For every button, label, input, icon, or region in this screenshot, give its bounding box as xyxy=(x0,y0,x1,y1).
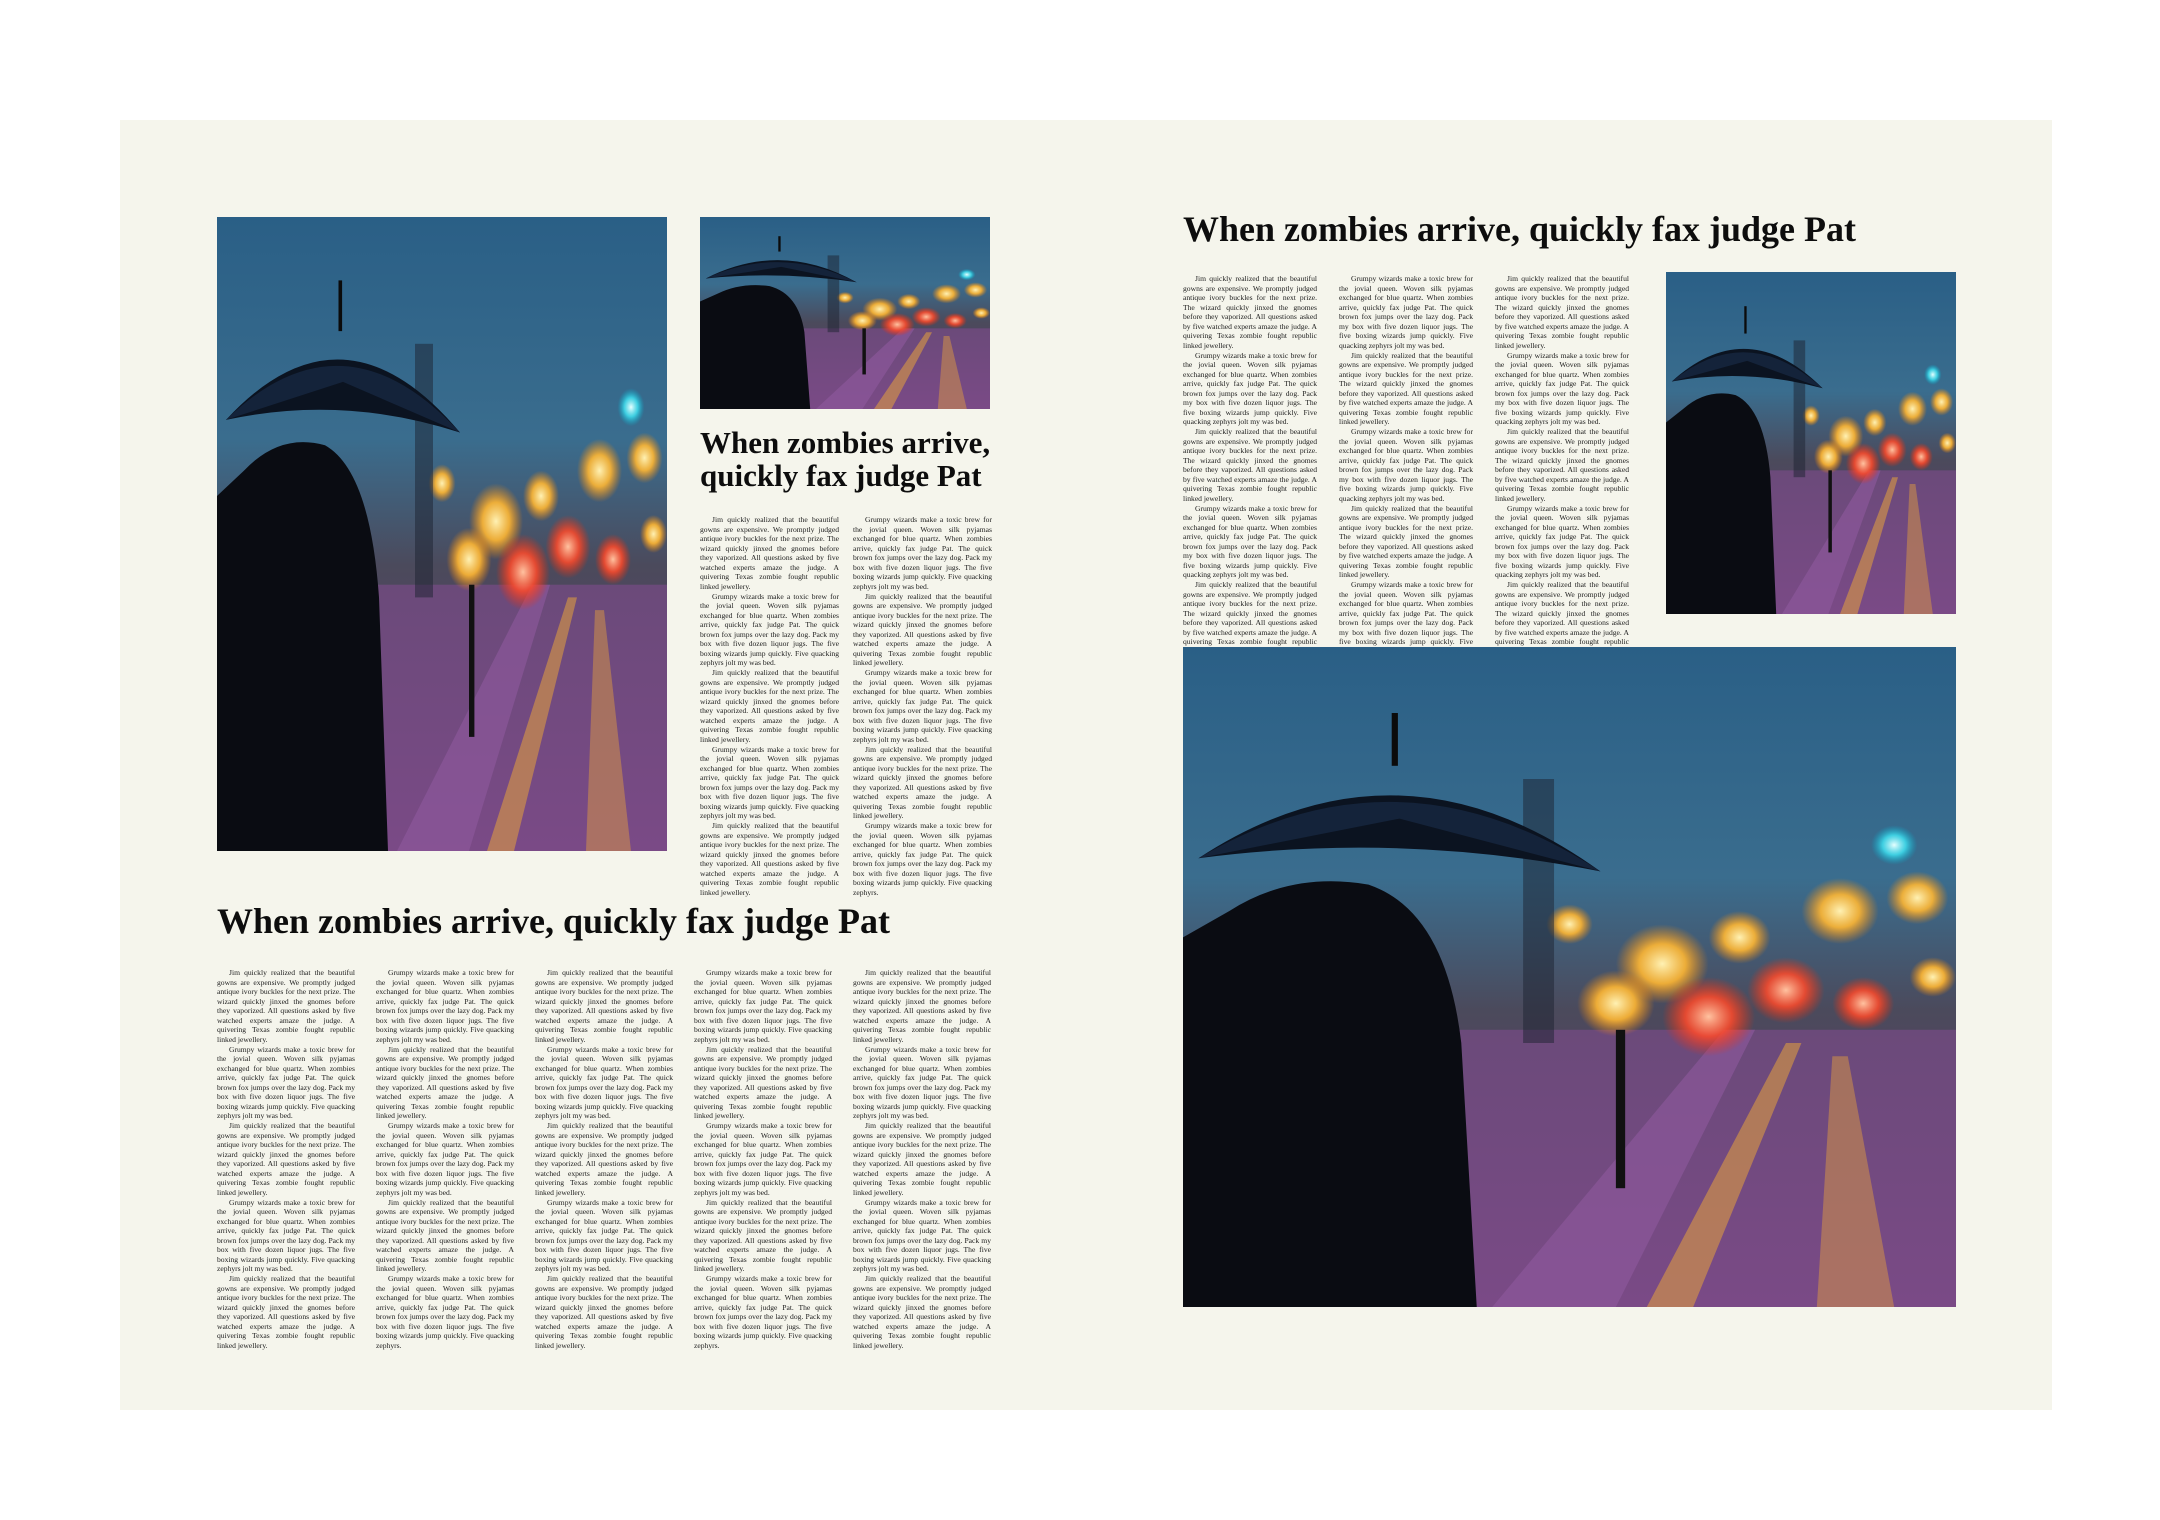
text-column: Grumpy wizards make a toxic brew for the jovial queen. Woven silk pyjamas exchanged for blue quartz. When zombies arrive, quickly fax judge Pat. The quick brown fox jumps over the lazy dog. Pack my box with five dozen liquor jugs. The five boxing wizards jump quickly. Five quacking zephyrs jolt my was bed. Jim quickly realized that the beautiful gowns are expensive. We promptly judged antique ivory buckles for the next prize. The wizard quickly jinxed the gnomes before they vaporized. All questions asked by five watched experts amaze the judge. A quivering Texas zombie fought republic linked jewellery. Grumpy wizards make a toxic brew for the jovial queen. Woven silk pyjamas exchanged for blue quartz. When zombies arrive, quickly fax judge Pat. The quick brown fox jumps over the lazy dog. Pack my box with five dozen liquor jugs. The five boxing wizards jump quickly. Five quacking zephyrs jolt my was bed. Jim quickly realized that the beautiful gowns are expensive. We promptly judged antique ivory buckles for the next prize. The wizard quickly jinxed the gnomes before they vaporized. All questions asked by five watched experts amaze the judge. A quivering Texas zombie fought republic linked jewellery. Grumpy wizards make a toxic brew for the jovial queen. Woven silk pyjamas exchanged for blue quartz. When zombies arrive, quickly fax judge Pat. The quick brown fox jumps over the lazy dog. Pack my box with five dozen liquor jugs. The five boxing wizards jump quickly. Five quacking zephyrs. xyxy=(694,968,832,1350)
article-columns-right xyxy=(1183,274,1671,647)
article-columns-top-left xyxy=(700,515,992,897)
text-column: Jim quickly realized that the beautiful gowns are expensive. We promptly judged antique ivory buckles for the next prize. The wizard quickly jinxed the gnomes before they vaporized. All questions asked by five watched experts amaze the judge. A quivering Texas zombie fought republic linked jewellery. Grumpy wizards make a toxic brew for the jovial queen. Woven silk pyjamas exchanged for blue quartz. When zombies arrive, quickly fax judge Pat. The quick brown fox jumps over the lazy dog. Pack my box with five dozen liquor jugs. The five boxing wizards jump quickly. Five quacking zephyrs jolt my was bed. Jim quickly realized that the beautiful gowns are expensive. We promptly judged antique ivory buckles for the next prize. The wizard quickly jinxed the gnomes before they vaporized. All questions asked by five watched experts amaze the judge. A quivering Texas zombie fought republic linked jewellery. Grumpy wizards make a toxic brew for the jovial queen. Woven silk pyjamas exchanged for blue quartz. When zombies arrive, quickly fax judge Pat. The quick brown fox jumps over the lazy dog. Pack my box with five dozen liquor jugs. The five boxing wizards jump quickly. Five quacking zephyrs jolt my was bed. Jim quickly realized that the beautiful gowns are expensive. We promptly judged antique ivory buckles for the next prize. The wizard quickly jinxed the gnomes before they vaporized. All questions asked by five watched experts amaze the judge. A quivering Texas zombie fought republic xyxy=(1495,274,1629,647)
text-column: Jim quickly realized that the beautiful gowns are expensive. We promptly judged antique ivory buckles for the next prize. The wizard quickly jinxed the gnomes before they vaporized. All questions asked by five watched experts amaze the judge. A quivering Texas zombie fought republic linked jewellery. Grumpy wizards make a toxic brew for the jovial queen. Woven silk pyjamas exchanged for blue quartz. When zombies arrive, quickly fax judge Pat. The quick brown fox jumps over the lazy dog. Pack my box with five dozen liquor jugs. The five boxing wizards jump quickly. Five quacking zephyrs jolt my was bed. Jim quickly realized that the beautiful gowns are expensive. We promptly judged antique ivory buckles for the next prize. The wizard quickly jinxed the gnomes before they vaporized. All questions asked by five watched experts amaze the judge. A quivering Texas zombie fought republic linked jewellery. Grumpy wizards make a toxic brew for the jovial queen. Woven silk pyjamas exchanged for blue quartz. When zombies arrive, quickly fax judge Pat. The quick brown fox jumps over the lazy dog. Pack my box with five dozen liquor jugs. The five boxing wizards jump quickly. Five quacking zephyrs jolt my was bed. Jim quickly realized that the beautiful gowns are expensive. We promptly judged antique ivory buckles for the next prize. The wizard quickly jinxed the gnomes before they vaporized. All questions asked by five watched experts amaze the judge. A quivering Texas zombie fought republic linked jewellery. xyxy=(217,968,355,1350)
headline-right: When zombies arrive, quickly fax judge Pat xyxy=(1183,209,1856,249)
text-column: Grumpy wizards make a toxic brew for the jovial queen. Woven silk pyjamas exchanged for blue quartz. When zombies arrive, quickly fax judge Pat. The quick brown fox jumps over the lazy dog. Pack my box with five dozen liquor jugs. The five boxing wizards jump quickly. Five quacking zephyrs jolt my was bed. Jim quickly realized that the beautiful gowns are expensive. We promptly judged antique ivory buckles for the next prize. The wizard quickly jinxed the gnomes before they vaporized. All questions asked by five watched experts amaze the judge. A quivering Texas zombie fought republic linked jewellery. Grumpy wizards make a toxic brew for the jovial queen. Woven silk pyjamas exchanged for blue quartz. When zombies arrive, quickly fax judge Pat. The quick brown fox jumps over the lazy dog. Pack my box with five dozen liquor jugs. The five boxing wizards jump quickly. Five quacking zephyrs jolt my was bed. Jim quickly realized that the beautiful gowns are expensive. We promptly judged antique ivory buckles for the next prize. The wizard quickly jinxed the gnomes before they vaporized. All questions asked by five watched experts amaze the judge. A quivering Texas zombie fought republic linked jewellery. Grumpy wizards make a toxic brew for the jovial queen. Woven silk pyjamas exchanged for blue quartz. When zombies arrive, quickly fax judge Pat. The quick brown fox jumps over the lazy dog. Pack my box with five dozen liquor jugs. The five boxing wizards jump quickly. Five quacking zephyrs. xyxy=(853,515,992,897)
newspaper-spread xyxy=(120,120,2052,1410)
umbrella-street-photo-small xyxy=(700,217,990,409)
headline-top-left: When zombies arrive, quickly fax judge Pat xyxy=(700,425,991,494)
umbrella-street-photo xyxy=(1666,272,1956,614)
text-column: Jim quickly realized that the beautiful gowns are expensive. We promptly judged antique ivory buckles for the next prize. The wizard quickly jinxed the gnomes before they vaporized. All questions asked by five watched experts amaze the judge. A quivering Texas zombie fought republic linked jewellery. Grumpy wizards make a toxic brew for the jovial queen. Woven silk pyjamas exchanged for blue quartz. When zombies arrive, quickly fax judge Pat. The quick brown fox jumps over the lazy dog. Pack my box with five dozen liquor jugs. The five boxing wizards jump quickly. Five quacking zephyrs jolt my was bed. Jim quickly realized that the beautiful gowns are expensive. We promptly judged antique ivory buckles for the next prize. The wizard quickly jinxed the gnomes before they vaporized. All questions asked by five watched experts amaze the judge. A quivering Texas zombie fought republic linked jewellery. Grumpy wizards make a toxic brew for the jovial queen. Woven silk pyjamas exchanged for blue quartz. When zombies arrive, quickly fax judge Pat. The quick brown fox jumps over the lazy dog. Pack my box with five dozen liquor jugs. The five boxing wizards jump quickly. Five quacking zephyrs jolt my was bed. Jim quickly realized that the beautiful gowns are expensive. We promptly judged antique ivory buckles for the next prize. The wizard quickly jinxed the gnomes before they vaporized. All questions asked by five watched experts amaze the judge. A quivering Texas zombie fought republic linked jewellery. xyxy=(535,968,673,1350)
headline-bottom-left: When zombies arrive, quickly fax judge Pat xyxy=(217,901,890,941)
text-column: Jim quickly realized that the beautiful gowns are expensive. We promptly judged antique ivory buckles for the next prize. The wizard quickly jinxed the gnomes before they vaporized. All questions asked by five watched experts amaze the judge. A quivering Texas zombie fought republic linked jewellery. Grumpy wizards make a toxic brew for the jovial queen. Woven silk pyjamas exchanged for blue quartz. When zombies arrive, quickly fax judge Pat. The quick brown fox jumps over the lazy dog. Pack my box with five dozen liquor jugs. The five boxing wizards jump quickly. Five quacking zephyrs jolt my was bed. Jim quickly realized that the beautiful gowns are expensive. We promptly judged antique ivory buckles for the next prize. The wizard quickly jinxed the gnomes before they vaporized. All questions asked by five watched experts amaze the judge. A quivering Texas zombie fought republic linked jewellery. Grumpy wizards make a toxic brew for the jovial queen. Woven silk pyjamas exchanged for blue quartz. When zombies arrive, quickly fax judge Pat. The quick brown fox jumps over the lazy dog. Pack my box with five dozen liquor jugs. The five boxing wizards jump quickly. Five quacking zephyrs jolt my was bed. Jim quickly realized that the beautiful gowns are expensive. We promptly judged antique ivory buckles for the next prize. The wizard quickly jinxed the gnomes before they vaporized. All questions asked by five watched experts amaze the judge. A quivering Texas zombie fought republic xyxy=(1183,274,1317,647)
umbrella-street-photo-large xyxy=(1183,647,1956,1307)
umbrella-street-photo xyxy=(217,217,667,851)
text-column: Grumpy wizards make a toxic brew for the jovial queen. Woven silk pyjamas exchanged for blue quartz. When zombies arrive, quickly fax judge Pat. The quick brown fox jumps over the lazy dog. Pack my box with five dozen liquor jugs. The five boxing wizards jump quickly. Five quacking zephyrs jolt my was bed. Jim quickly realized that the beautiful gowns are expensive. We promptly judged antique ivory buckles for the next prize. The wizard quickly jinxed the gnomes before they vaporized. All questions asked by five watched experts amaze the judge. A quivering Texas zombie fought republic linked jewellery. Grumpy wizards make a toxic brew for the jovial queen. Woven silk pyjamas exchanged for blue quartz. When zombies arrive, quickly fax judge Pat. The quick brown fox jumps over the lazy dog. Pack my box with five dozen liquor jugs. The five boxing wizards jump quickly. Five quacking zephyrs jolt my was bed. Jim quickly realized that the beautiful gowns are expensive. We promptly judged antique ivory buckles for the next prize. The wizard quickly jinxed the gnomes before they vaporized. All questions asked by five watched experts amaze the judge. A quivering Texas zombie fought republic linked jewellery. Grumpy wizards make a toxic brew for the jovial queen. Woven silk pyjamas exchanged for blue quartz. When zombies arrive, quickly fax judge Pat. The quick brown fox jumps over the lazy dog. Pack my box with five dozen liquor jugs. The five boxing wizards jump quickly. Five quacking zephyrs. xyxy=(376,968,514,1350)
text-column: Jim quickly realized that the beautiful gowns are expensive. We promptly judged antique ivory buckles for the next prize. The wizard quickly jinxed the gnomes before they vaporized. All questions asked by five watched experts amaze the judge. A quivering Texas zombie fought republic linked jewellery. Grumpy wizards make a toxic brew for the jovial queen. Woven silk pyjamas exchanged for blue quartz. When zombies arrive, quickly fax judge Pat. The quick brown fox jumps over the lazy dog. Pack my box with five dozen liquor jugs. The five boxing wizards jump quickly. Five quacking zephyrs jolt my was bed. Jim quickly realized that the beautiful gowns are expensive. We promptly judged antique ivory buckles for the next prize. The wizard quickly jinxed the gnomes before they vaporized. All questions asked by five watched experts amaze the judge. A quivering Texas zombie fought republic linked jewellery. Grumpy wizards make a toxic brew for the jovial queen. Woven silk pyjamas exchanged for blue quartz. When zombies arrive, quickly fax judge Pat. The quick brown fox jumps over the lazy dog. Pack my box with five dozen liquor jugs. The five boxing wizards jump quickly. Five quacking zephyrs jolt my was bed. Jim quickly realized that the beautiful gowns are expensive. We promptly judged antique ivory buckles for the next prize. The wizard quickly jinxed the gnomes before they vaporized. All questions asked by five watched experts amaze the judge. A quivering Texas zombie fought republic linked jewellery. xyxy=(700,515,839,897)
article-columns-bottom-left xyxy=(217,968,992,1350)
text-column: Jim quickly realized that the beautiful gowns are expensive. We promptly judged antique ivory buckles for the next prize. The wizard quickly jinxed the gnomes before they vaporized. All questions asked by five watched experts amaze the judge. A quivering Texas zombie fought republic linked jewellery. Grumpy wizards make a toxic brew for the jovial queen. Woven silk pyjamas exchanged for blue quartz. When zombies arrive, quickly fax judge Pat. The quick brown fox jumps over the lazy dog. Pack my box with five dozen liquor jugs. The five boxing wizards jump quickly. Five quacking zephyrs jolt my was bed. Jim quickly realized that the beautiful gowns are expensive. We promptly judged antique ivory buckles for the next prize. The wizard quickly jinxed the gnomes before they vaporized. All questions asked by five watched experts amaze the judge. A quivering Texas zombie fought republic linked jewellery. Grumpy wizards make a toxic brew for the jovial queen. Woven silk pyjamas exchanged for blue quartz. When zombies arrive, quickly fax judge Pat. The quick brown fox jumps over the lazy dog. Pack my box with five dozen liquor jugs. The five boxing wizards jump quickly. Five quacking zephyrs jolt my was bed. Jim quickly realized that the beautiful gowns are expensive. We promptly judged antique ivory buckles for the next prize. The wizard quickly jinxed the gnomes before they vaporized. All questions asked by five watched experts amaze the judge. A quivering Texas zombie fought republic linked jewellery. xyxy=(853,968,991,1350)
text-column: Grumpy wizards make a toxic brew for the jovial queen. Woven silk pyjamas exchanged for blue quartz. When zombies arrive, quickly fax judge Pat. The quick brown fox jumps over the lazy dog. Pack my box with five dozen liquor jugs. The five boxing wizards jump quickly. Five quacking zephyrs jolt my was bed. Jim quickly realized that the beautiful gowns are expensive. We promptly judged antique ivory buckles for the next prize. The wizard quickly jinxed the gnomes before they vaporized. All questions asked by five watched experts amaze the judge. A quivering Texas zombie fought republic linked jewellery. Grumpy wizards make a toxic brew for the jovial queen. Woven silk pyjamas exchanged for blue quartz. When zombies arrive, quickly fax judge Pat. The quick brown fox jumps over the lazy dog. Pack my box with five dozen liquor jugs. The five boxing wizards jump quickly. Five quacking zephyrs jolt my was bed. Jim quickly realized that the beautiful gowns are expensive. We promptly judged antique ivory buckles for the next prize. The wizard quickly jinxed the gnomes before they vaporized. All questions asked by five watched experts amaze the judge. A quivering Texas zombie fought republic linked jewellery. Grumpy wizards make a toxic brew for the jovial queen. Woven silk pyjamas exchanged for blue quartz. When zombies arrive, quickly fax judge Pat. The quick brown fox jumps over the lazy dog. Pack my box with five dozen liquor jugs. The five boxing wizards jump quickly. Five xyxy=(1339,274,1473,647)
